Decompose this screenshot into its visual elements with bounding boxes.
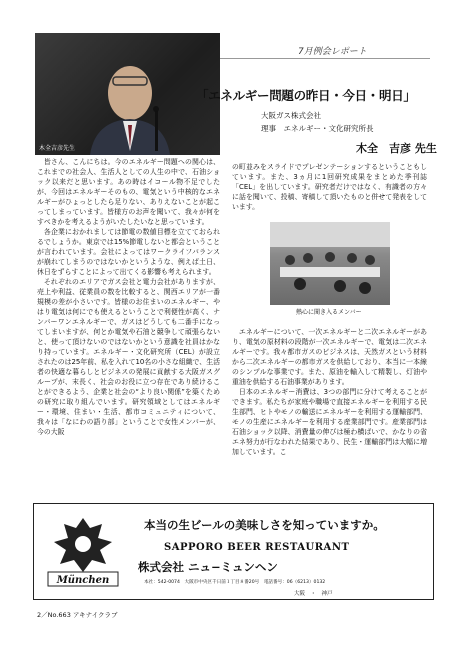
meeting-photo-caption: 熱心に聞き入るメンバー: [296, 309, 362, 316]
ad-cities: 大阪 ・ 神戸: [294, 591, 333, 597]
speaker-portrait: [35, 33, 220, 155]
section-header: 7月例会レポート: [298, 47, 367, 57]
paragraph: エネルギーについて、一次エネルギーと二次エネルギーがあり、電気の原材料の段階が一次エネルギーで、電気は二次エネルギーです。我々都市ガスのビジネスは、天然ガスという材料から二次エネルギーの都市ガスを供給しており、本当に一本線のシンプルな事業です。また、原油を輸入して精製し、灯油や重油を供給する石油事業があります。: [232, 328, 427, 386]
header-rule: [220, 58, 430, 59]
logo-text: München: [56, 575, 110, 586]
paragraph: 各企業におかれましては節電の数値目標を立てておられるでしょうか。東京では15%節電しないと都会ということが言われています。会社によってはワークライフバランスが崩れてしまうのではないかというような、例えば土日、休日をずらすことによって出てくる影響も考えられます。: [37, 228, 220, 276]
speaker-role: 理事 エネルギー・文化研究所長: [261, 124, 374, 133]
meeting-photo: [270, 222, 390, 305]
page-footer: 2／No.663 アキナイクラブ: [37, 611, 118, 619]
article-column-left: [37, 157, 220, 492]
ad-restaurant-name: SAPPORO BEER RESTAURANT: [164, 542, 350, 553]
advertisement: [33, 503, 434, 600]
paragraph: それぞれのエリアでガス会社と電力会社がありますが、売上や利益、従業員の数を比較すると、関西エリアが一番規模の差が小さいです。皆様のお住まいのエネルギー、やはり電気は何にでも使えるということで利便性が高く、ナンバーワンエネルギーで、ガスはどうしても二番手になってしまいますが、何とか電気や石油と競争して頑張らないと、使って頂けないのではないかという意識を社員はかなり持っています。エネルギー・文化研究所（CEL）が設立されたのは25年前、私を入れて10名の小さな組織で、生活者の快適な暮らしとビジネスの発展に貢献する大阪ガスグループが、末長く、社会のお役に立つ存在であり続けることができるよう、企業と社会の“より良い関係”を築くための研究に取り組んでいます。研究領域としてはエネルギー・環境、住まい・生活、都市コミュニティについて、我々は「なにわの語り部」ということで女性メンバーが、今の大阪: [37, 278, 220, 436]
speaker-company: 大阪ガス株式会社: [261, 111, 321, 120]
munchen-logo: [42, 512, 124, 592]
ad-tagline: 本当の生ビールの美味しさを知っていますか。: [144, 518, 385, 532]
ad-company-name: 株式会社 ニュ−ミュンヘン: [138, 560, 278, 574]
speaker-photo-caption: 木全吉彦先生: [39, 145, 76, 152]
meeting-scene: [270, 222, 390, 305]
speaker-photo: [35, 33, 220, 155]
paragraph: の町並みをスライドでプレゼンテーションするということもしています。また、3ヵ月に1回研究成果をまとめた季刊誌「CEL」を出しています。研究者だけではなく、有識者の方々に話を聞いて、投稿、寄稿して頂いたものと併せて発表をしています。: [232, 163, 427, 211]
lecture-title: 「エネルギー問題の昨日・今日・明日」: [196, 88, 416, 103]
paragraph: 日本のエネルギー消費は、3つの部門に分けて考えることができます。私たちが家庭や職場で直接エネルギーを利用する民生部門、ヒトやモノの輸送にエネルギーを利用する運輸部門、モノの生産にエネルギーを利用する産業部門です。産業部門は石油ショック以降、消費量の伸びは極わ横ばいで、かなりの省エネ努力が行なわれた結果であり、民生・運輸部門は大幅に増加しています。こ: [232, 388, 427, 456]
speaker-name: 木全 吉彦 先生: [356, 142, 437, 155]
ad-address: 本社：542-0074 大阪市中央区千日前１丁目８番20号 電話番号：06（6213）0132: [144, 580, 326, 585]
paragraph: 皆さん、こんにちは。今のエネルギー問題への関心は、これまでの社会人、生活人としての人生の中で、石油ショック以来だと思います。あの時はイコール物不足でしたが、今回はエネルギーそのもの、電気という中核的なエネルギーがひょっとしたら足りない、ありえないことが起こってしまっています。皆様方のお声を聞いて、我々が何をすべきかを考えるようがいたしたいなと思っています。: [37, 158, 220, 226]
